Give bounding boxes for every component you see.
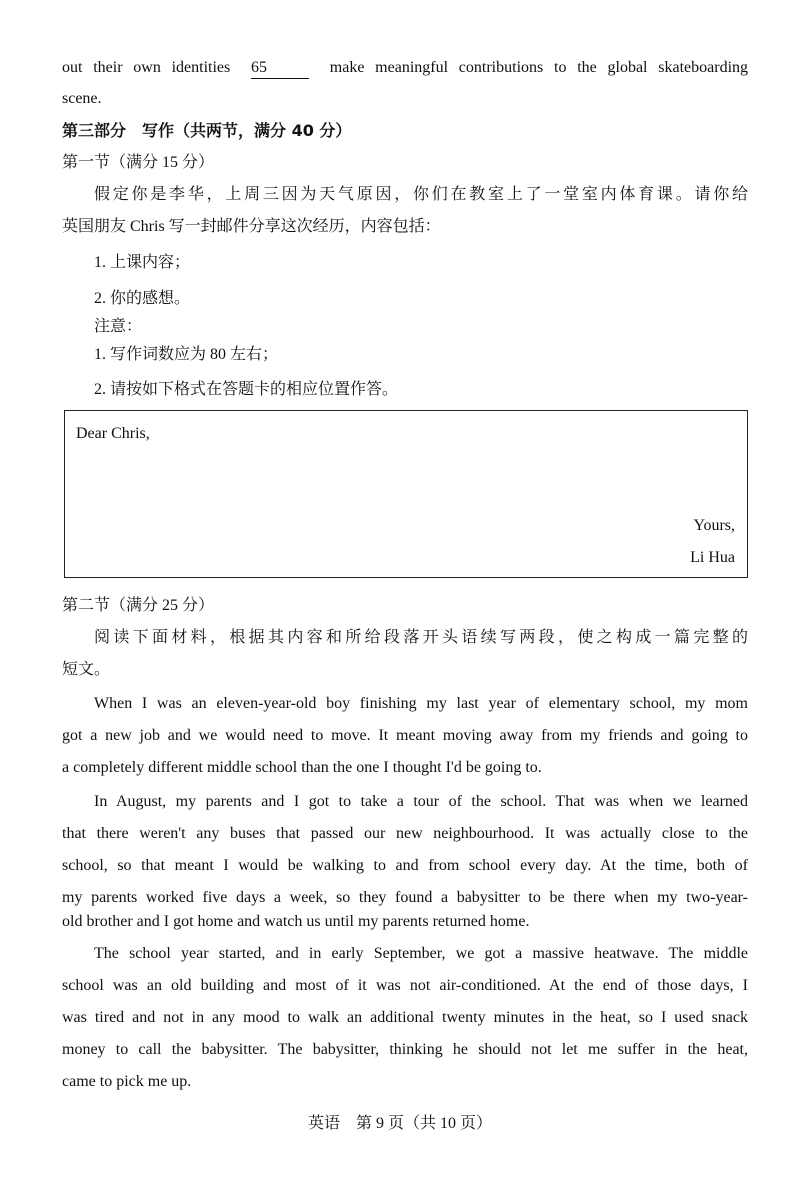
note-label: 注意：	[94, 318, 143, 335]
intro-line-2: scene.	[62, 90, 102, 107]
section1-item-2: 2. 你的感想。	[94, 290, 191, 307]
para3-line: was tired and not in any mood to walk an additional twenty minutes in the heat, so I used snack	[62, 1009, 748, 1026]
page-footer: 英语 第 9 页（共 10 页）	[307, 1115, 492, 1132]
letter-signature: Li Hua	[690, 549, 735, 566]
section2-title: 第二节（满分 25 分）	[62, 597, 215, 614]
blank-65: 65	[251, 58, 309, 79]
section1-prompt-2: 英国朋友 Chris 写一封邮件分享这次经历，内容包括：	[62, 218, 441, 235]
section1-item-1: 1. 上课内容；	[94, 254, 191, 271]
section2-prompt-2: 短文。	[62, 661, 111, 678]
text: out their own identities	[62, 59, 231, 76]
letter-greeting: Dear Chris,	[76, 425, 150, 442]
part3-title: 第三部分 写作（共两节，满分 40 分）	[62, 121, 352, 140]
para2-line: school, so that meant I would be walking to and from school every day. At the time, both of	[62, 857, 748, 874]
note-1: 1. 写作词数应为 80 左右；	[94, 346, 279, 363]
section1-title: 第一节（满分 15 分）	[62, 154, 215, 171]
section1-prompt-1: 假定你是李华，上周三因为天气原因，你们在教室上了一堂室内体育课。请你给	[94, 186, 748, 203]
para2-line: my parents worked five days a week, so they found a babysitter to be there when my two-year-	[62, 889, 748, 906]
para2-line: that there weren't any buses that passed our new neighbourhood. It was actually close to the	[62, 825, 748, 842]
para2-line: old brother and I got home and watch us until my parents returned home.	[62, 913, 530, 930]
note-2: 2. 请按如下格式在答题卡的相应位置作答。	[94, 381, 399, 398]
para3-line: school was an old building and most of it was not air-conditioned. At the end of those days, I	[62, 977, 748, 994]
para3-line: came to pick me up.	[62, 1073, 192, 1090]
section2-prompt-1: 阅读下面材料，根据其内容和所给段落开头语续写两段，使之构成一篇完整的	[94, 629, 748, 646]
para1-line: got a new job and we would need to move. It meant moving away from my friends and going to	[62, 727, 748, 744]
para1-line: a completely different middle school than the one I thought I'd be going to.	[62, 759, 542, 776]
intro-line-1	[62, 58, 748, 79]
para3-line: The school year started, and in early September, we got a massive heatwave. The middle	[94, 945, 748, 962]
letter-format-box	[64, 410, 748, 578]
para3-line: money to call the babysitter. The babysitter, thinking he should not let me suffer in the heat,	[62, 1041, 748, 1058]
letter-closing: Yours,	[693, 517, 735, 534]
para2-line: In August, my parents and I got to take a tour of the school. That was when we learned	[94, 793, 748, 810]
para1-line: When I was an eleven-year-old boy finishing my last year of elementary school, my mom	[94, 695, 748, 712]
text: make meaningful contributions to the global skateboarding	[329, 59, 749, 76]
